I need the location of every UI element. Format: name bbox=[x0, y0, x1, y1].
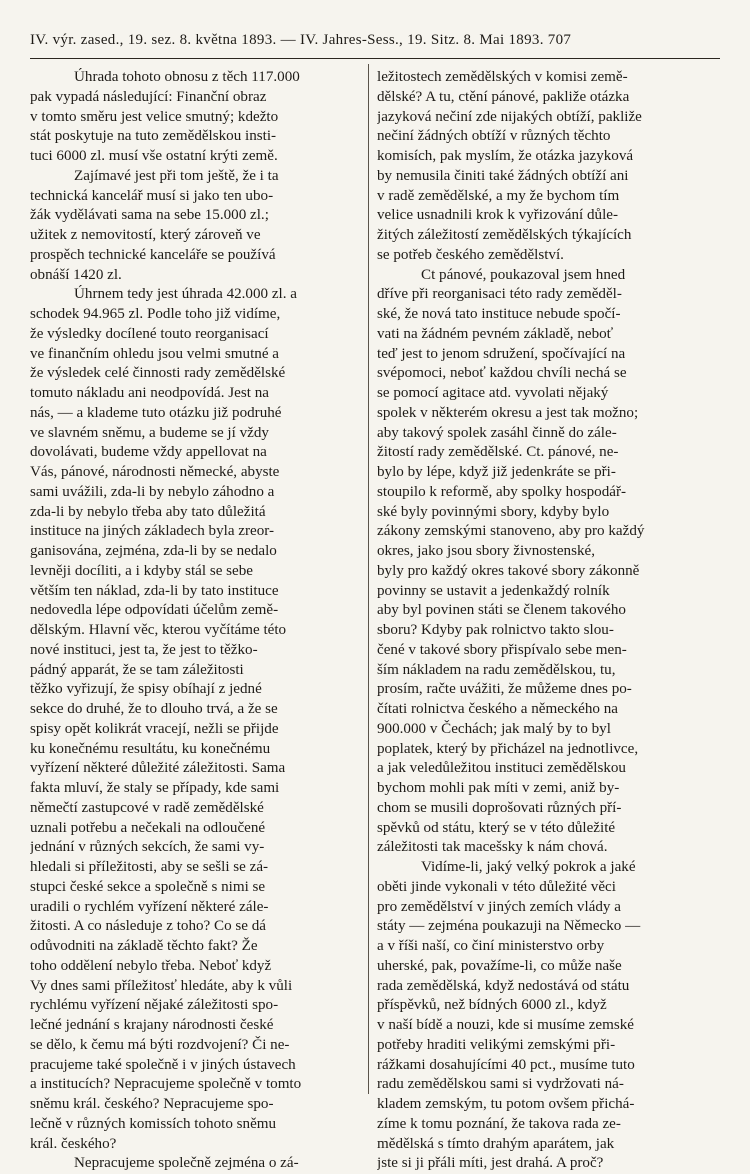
text-line: technická kancelář musí si jako ten ubo- bbox=[30, 187, 274, 204]
text-line: svépomoci, neboť každou chvíli nechá se bbox=[377, 365, 627, 382]
text-line: ské, že nová tato instituce nebude spočí- bbox=[377, 306, 621, 322]
text-line: jazyková nečiní zde nijakých obtíží, pakliže bbox=[377, 108, 642, 125]
text-line: státy — zejména poukazuji na Německo — bbox=[377, 918, 641, 935]
text-line: užitek z nemovitostí, který zároveň ve bbox=[30, 227, 261, 243]
text-line: nové instituci, jest ta, že jest to těžko- bbox=[30, 641, 258, 658]
text-line: ku konečnému resultátu, ku konečnému bbox=[30, 740, 271, 757]
text-line: aby takový spolek zasáhl činně do zále- bbox=[377, 424, 617, 441]
text-line: fakta mluví, že staly se případy, kde sami bbox=[30, 780, 280, 796]
text-line: těžko vyřizují, že spisy obíhají z jedné bbox=[30, 681, 262, 698]
text-line: Nepracujeme společně zejména o zá- bbox=[74, 1155, 299, 1172]
text-line: král. českého? bbox=[30, 1135, 117, 1152]
text-line: oběti jinde vykonali v této důležité věci bbox=[377, 878, 616, 895]
text-line: chom se musili doprošovati různých pří- bbox=[377, 799, 622, 816]
text-line: v tomto směru jest velice smutný; kdežto bbox=[30, 108, 279, 125]
text-line: levněji docíliti, a i kdyby stál se sebe bbox=[30, 562, 254, 579]
text-line: rychlému vyřízení nějaké záležitosti spo- bbox=[30, 997, 279, 1014]
page-header: IV. výr. zased., 19. sez. 8. května 1893. — IV. Jahres-Sess., 19. Sitz. 8. Mai 1893. 707 bbox=[30, 32, 572, 48]
text-line: se potřeb českého zemědělství. bbox=[377, 246, 564, 263]
text-line: pak vypadá následující: Finanční obraz bbox=[30, 88, 267, 105]
text-line: rážkami dosahujícími 40 pct., musíme tuto bbox=[377, 1056, 635, 1073]
text-line: Úhrada tohoto obnosu z těch 117.000 bbox=[74, 69, 300, 85]
text-line: bychom mohli pak míti v zemi, aniž by- bbox=[377, 780, 620, 796]
text-line: jste si ji přáli míti, jest drahá. A proč? bbox=[377, 1155, 604, 1172]
text-line: a institucích? Nepracujeme společně v tomto bbox=[30, 1076, 302, 1093]
text-line: Ct pánové, poukazoval jsem hned bbox=[421, 266, 626, 283]
text-line: nečiní žádných obtíží v různých těchto bbox=[377, 128, 611, 145]
text-line: v radě zemědělské, a my že bychom tím bbox=[377, 187, 620, 204]
text-line: prosím, račte uvážiti, že můžeme dnes po- bbox=[377, 681, 632, 698]
text-line: stoupilo k reformě, aby spolky hospodář- bbox=[377, 483, 627, 500]
text-line: Úhrnem tedy jest úhrada 42.000 zl. a bbox=[74, 286, 297, 303]
text-line: tuci 6000 zl. musí vše ostatní krýti země. bbox=[30, 148, 278, 164]
text-line: němečtí zastupcové v radě zemědělské bbox=[30, 799, 264, 816]
left-column bbox=[30, 68, 360, 1174]
text-line: velice usnadnili krok k vyřizování důle- bbox=[377, 207, 619, 224]
text-line: nedovedla lépe odpovídati účelům země- bbox=[30, 602, 279, 619]
text-line: žitých záležitostí zemědělských týkajících bbox=[377, 227, 632, 243]
text-line: obnáší 1420 zl. bbox=[30, 266, 122, 283]
text-line: potřeby hraditi velikými zemskými při- bbox=[377, 1036, 616, 1053]
text-line: a v říši naší, co činí ministerstvo orby bbox=[377, 938, 605, 954]
text-line: pro zemědělství v jiných zemích vlády a bbox=[377, 898, 621, 915]
text-line: lečně v různých komissích tohoto sněmu bbox=[30, 1115, 277, 1132]
text-line: dělským. Hlavní věc, kterou vyčítáme této bbox=[30, 622, 287, 638]
text-line: by nemusila činiti také žádných obtíží ani bbox=[377, 167, 629, 184]
text-line: spisy opět kolikrát vracejí, nežli se přijde bbox=[30, 720, 279, 737]
text-line: odůvodniti na základě těchto fakt? Že bbox=[30, 938, 258, 954]
text-line: hledali si příležitosti, aby se sešli se zá- bbox=[30, 859, 269, 875]
text-line: v naší bídě a nouzi, kde si musíme zemské bbox=[377, 1017, 634, 1033]
text-line: ším nákladem na radu zemědělskou, tu, bbox=[377, 661, 616, 678]
text-line: mědělská s tímto drahým aparátem, jak bbox=[377, 1135, 615, 1152]
text-line: ské byly povinnými sbory, kdyby bylo bbox=[377, 503, 610, 520]
text-line: okres, jako jsou sbory živnostenské, bbox=[377, 543, 595, 559]
text-line: nás, — a klademe tuto otázku již podruhé bbox=[30, 404, 282, 421]
text-line: zda-li by nebylo třeba aby tato důležitá bbox=[30, 503, 266, 520]
text-line: spěvků od státu, který se v této důležité bbox=[377, 819, 616, 836]
text-line: bylo by lépe, když již jedenkráte se při- bbox=[377, 464, 616, 480]
text-line: ve slavném sněmu, a budeme se jí vždy bbox=[30, 424, 269, 441]
text-line: záležitosti tak macešsky k nám chová. bbox=[377, 839, 608, 856]
text-line: se pomocí agitace atd. vyvolati nějaký bbox=[377, 385, 609, 401]
text-line: rada zemědělská, když nedostává od státu bbox=[377, 977, 630, 994]
text-line: pracujeme také společně i v jiných ústavech bbox=[30, 1056, 296, 1073]
column-divider bbox=[368, 64, 369, 1094]
text-line: Vás, pánové, národnosti německé, abyste bbox=[30, 464, 280, 480]
text-line: čítati rolnictva českého a německého na bbox=[377, 701, 618, 717]
text-line: 900.000 v Čechách; jak malý by to byl bbox=[377, 720, 611, 737]
text-line: poplatek, který by přicházel na jednotlivce, bbox=[377, 740, 639, 757]
text-line: sekce do druhé, že to dlouho trvá, a že se bbox=[30, 701, 278, 717]
text-line: dělské? A tu, ctění pánové, pakliže otázka bbox=[377, 88, 630, 105]
text-line: stát poskytuje na tuto zemědělskou insti- bbox=[30, 128, 277, 145]
text-line: instituce na jiných základech byla zreor- bbox=[30, 523, 275, 540]
text-line: toho oddělení nebylo třeba. Neboť když bbox=[30, 957, 272, 974]
text-line: dříve při reorganisaci této rady zeměděl- bbox=[377, 286, 622, 303]
text-line: kladem zemským, tu potom ovšem přichá- bbox=[377, 1096, 635, 1112]
text-line: sboru? Kdyby pak rolnictvo takto slou- bbox=[377, 622, 614, 638]
text-line: byly pro každý okres takové sbory zákonně bbox=[377, 562, 640, 579]
text-line: vati na žádném pevném základě, neboť bbox=[377, 325, 614, 342]
text-line: pádný apparát, že se tam záležitosti bbox=[30, 661, 244, 678]
text-line: jednání v různých sekcích, že sami vy- bbox=[30, 839, 265, 856]
text-line: zíme k tomu poznání, že takova rada ze- bbox=[377, 1115, 621, 1132]
text-line: Zajímavé jest při tom ještě, že i ta bbox=[74, 167, 279, 184]
text-line: komisích, pak myslím, že otázka jazyková bbox=[377, 148, 634, 164]
text-line: že výsledek celé činnosti rady zemědělské bbox=[30, 365, 286, 382]
text-line: ve finančním ohledu jsou velmi smutné a bbox=[30, 345, 279, 362]
text-line: povinny se ustavit a jedenkaždý rolník bbox=[377, 582, 610, 599]
text-line: lečné jednání s krajany národnosti české bbox=[30, 1017, 274, 1033]
text-line: dovolávati, budeme vždy appellovat na bbox=[30, 444, 267, 461]
text-line: Vy dnes sami příležitosť hledáte, aby k vůli bbox=[30, 977, 293, 994]
text-line: teď jest to jenom sdružení, spočívající na bbox=[377, 345, 626, 362]
text-line: že výsledky docílené touto reorganisací bbox=[30, 325, 269, 342]
text-line: sněmu král. českého? Nepracujeme spo- bbox=[30, 1096, 274, 1112]
text-line: aby byl povinen státi se členem takového bbox=[377, 602, 626, 619]
text-line: větším ten náklad, zda-li by tato instituce bbox=[30, 582, 279, 599]
text-line: radu zemědělskou sami si vydržovati ná- bbox=[377, 1076, 624, 1093]
text-line: žitostí rady zemědělské. Ct. pánové, ne- bbox=[377, 444, 619, 461]
text-line: tomuto nákladu ani neodpovídá. Jest na bbox=[30, 385, 269, 401]
right-column bbox=[377, 68, 711, 1174]
text-line: sami uvážili, zda-li by nebylo záhodno a bbox=[30, 483, 275, 500]
text-line: spolek v některém okresu a jest tak možno; bbox=[377, 404, 639, 421]
text-line: stupci české sekce a společně s nimi se bbox=[30, 878, 266, 895]
text-line: Vidíme-li, jaký velký pokrok a jaké bbox=[421, 859, 636, 875]
text-line: čené v takové sbory přispívalo sebe men- bbox=[377, 641, 627, 658]
text-line: příspěvků, než bídných 6000 zl., když bbox=[377, 997, 607, 1014]
text-line: se dělo, k čemu má býti rozdvojení? Či ne- bbox=[30, 1036, 290, 1053]
text-line: žák vydělávati sama na sebe 15.000 zl.; bbox=[30, 207, 269, 224]
text-line: vyřízení některé důležité záležitosti. Sama bbox=[30, 760, 286, 777]
text-line: zákony zemskými stanoveno, aby pro každý bbox=[377, 523, 645, 540]
text-line: prospěch technické kanceláře se používá bbox=[30, 246, 276, 263]
text-line: uherské, pak, považíme-li, co může naše bbox=[377, 957, 622, 974]
text-line: a jak veledůležitou instituci zemědělskou bbox=[377, 760, 626, 777]
text-line: žitosti. A co následuje z toho? Co se dá bbox=[30, 918, 267, 935]
text-line: schodek 94.965 zl. Podle toho již vidíme, bbox=[30, 306, 281, 322]
text-line: ganisována, zejména, zda-li by se nedalo bbox=[30, 543, 277, 559]
text-line: uradili o rychlém vyřízení některé zále- bbox=[30, 898, 269, 915]
header-rule bbox=[30, 58, 720, 59]
text-line: ležitostech zemědělských v komisi země- bbox=[377, 69, 628, 85]
text-line: uznali potřebu a nečekali na odloučené bbox=[30, 819, 266, 836]
